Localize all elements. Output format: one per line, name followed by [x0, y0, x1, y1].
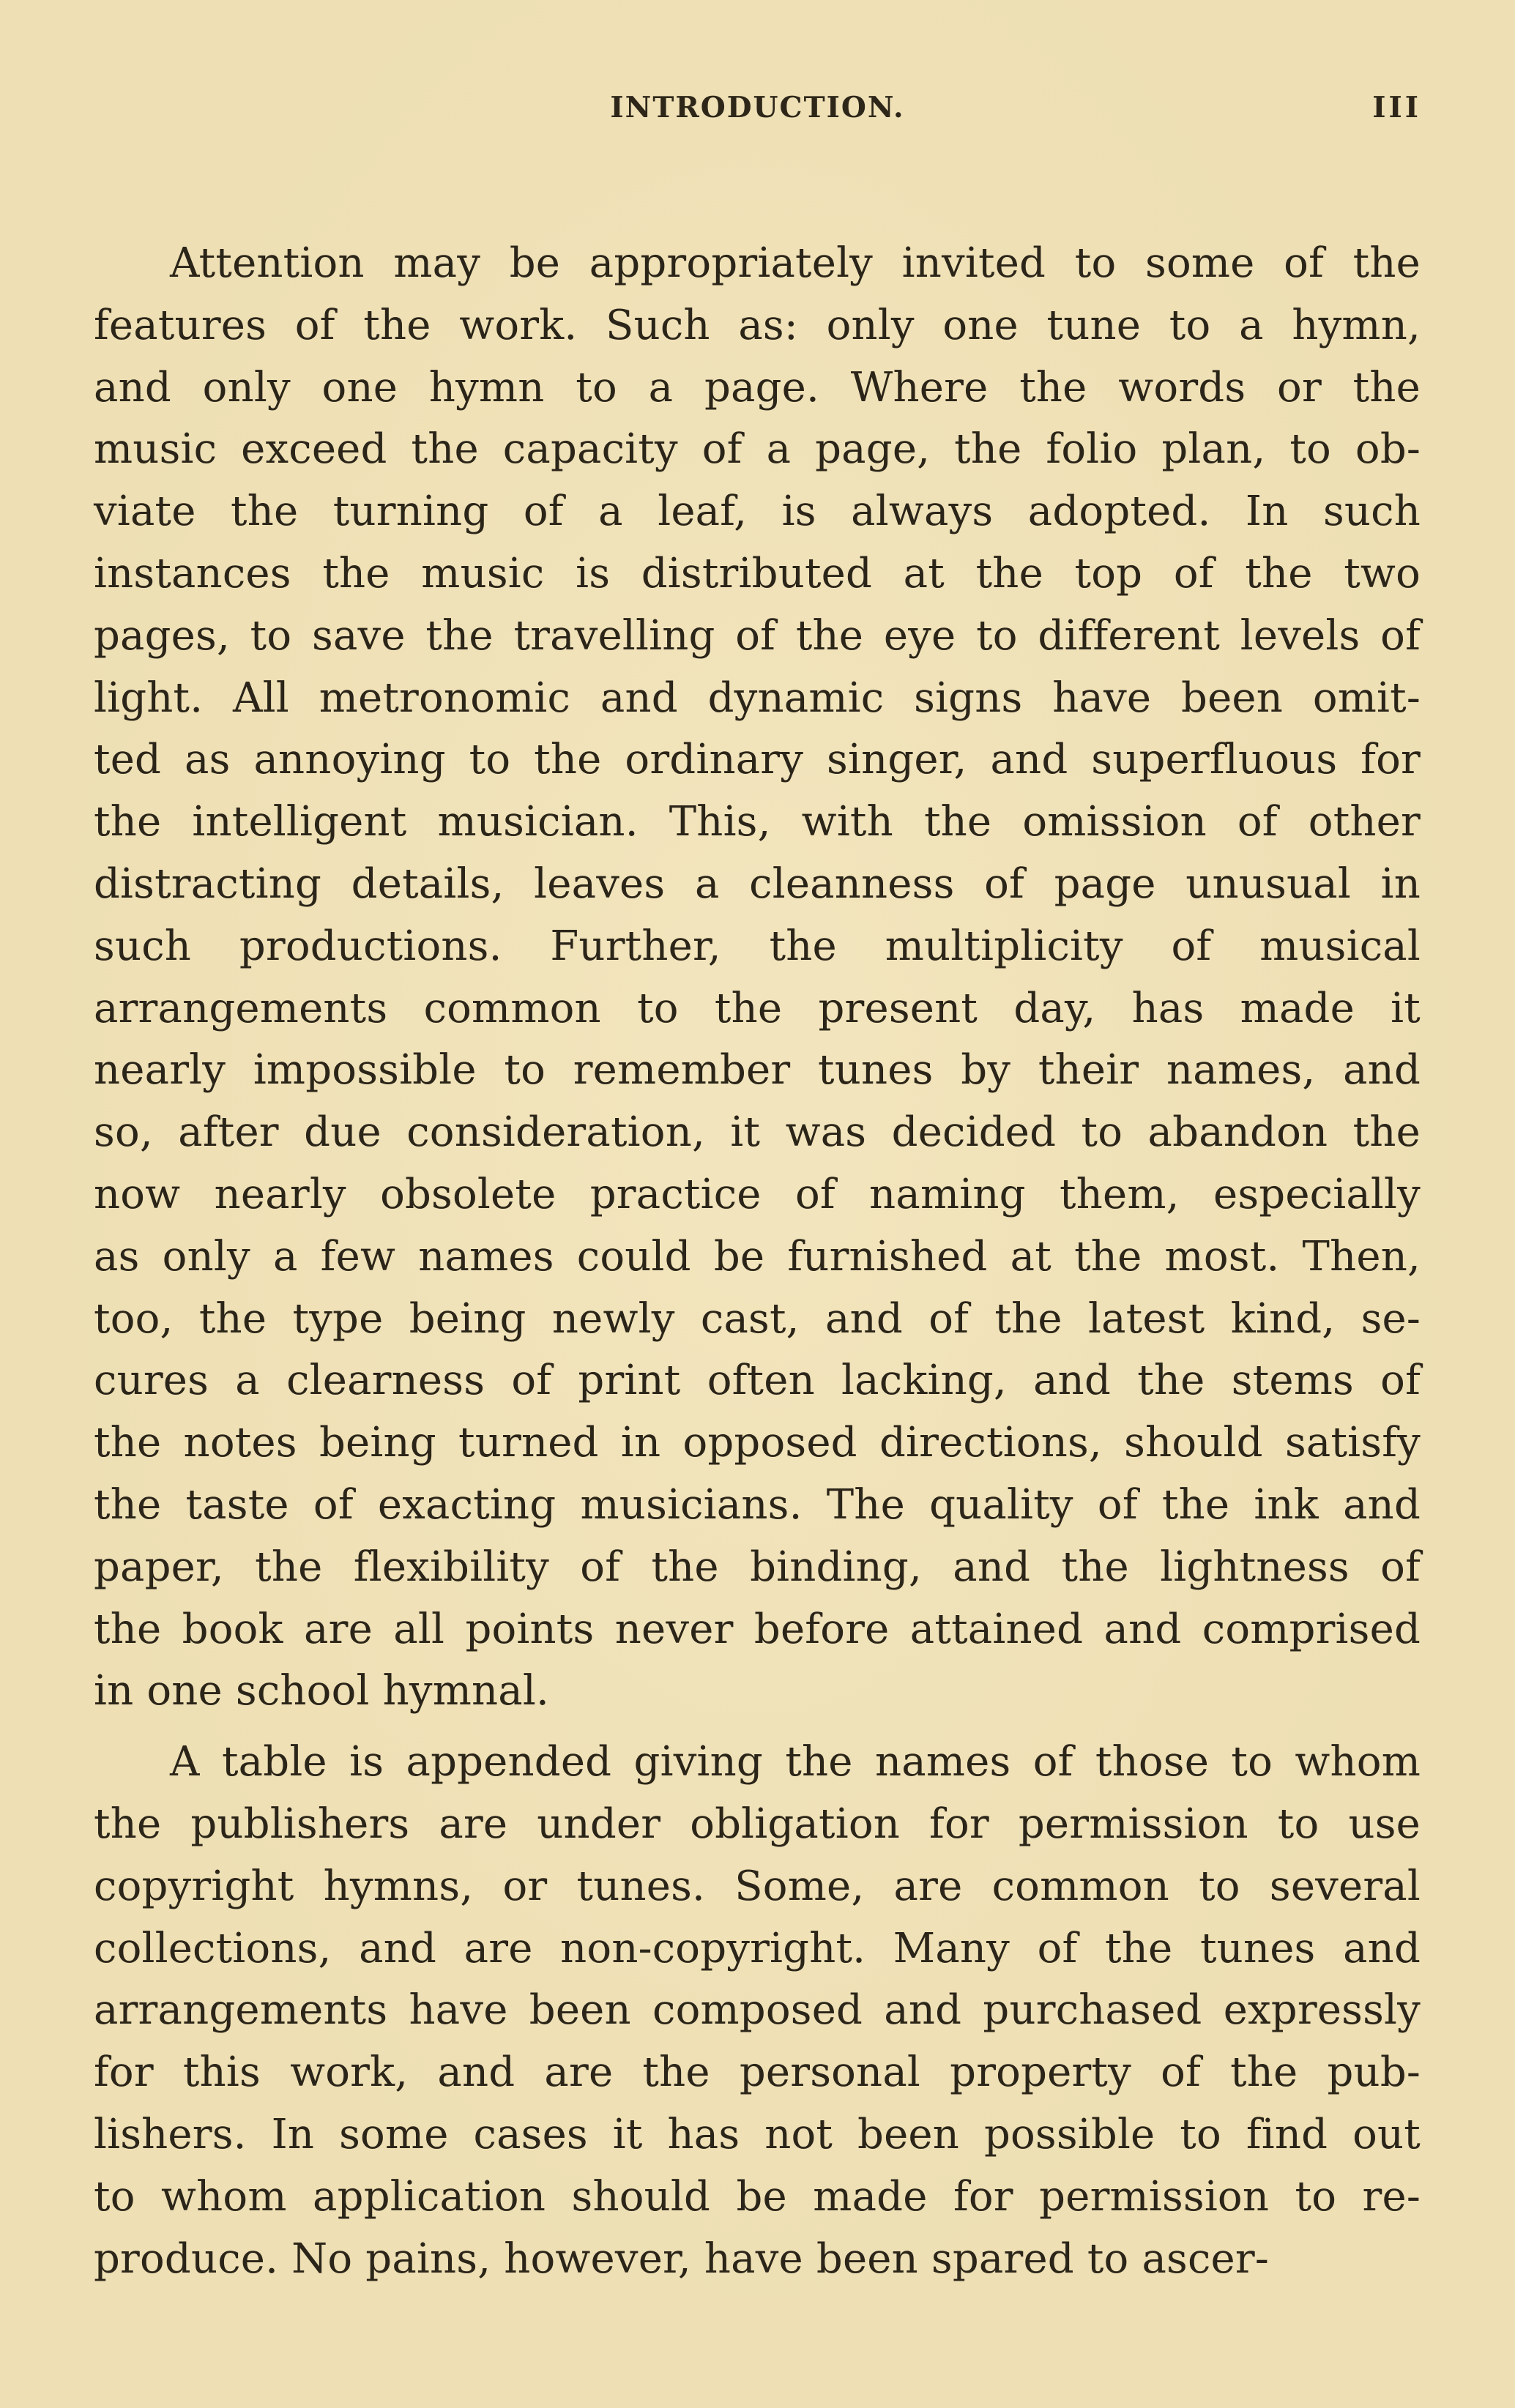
text-line: instances the music is distributed at the top of the two	[94, 549, 1421, 597]
text-line: now nearly obsolete practice of naming them, especially	[94, 1170, 1421, 1218]
text-line: A table is appended giving the names of those to whom	[170, 1738, 1421, 1786]
text-line: the intelligent musician. This, with the omission of other	[94, 798, 1421, 846]
text-line: features of the work. Such as: only one tune to a hymn,	[94, 301, 1421, 349]
text-line: arrangements common to the present day, has made it	[94, 984, 1421, 1032]
paragraph-2	[94, 1732, 1421, 2290]
text-line: music exceed the capacity of a page, the folio plan, to ob-	[94, 425, 1421, 474]
paragraph-1	[94, 233, 1421, 1723]
text-line: nearly impossible to remember tunes by their names, and	[94, 1046, 1421, 1095]
text-line: produce. No pains, however, have been spared to ascer-	[94, 2234, 1269, 2283]
text-line: too, the type being newly cast, and of the latest kind, se-	[94, 1294, 1421, 1343]
text-line: lishers. In some cases it has not been possible to find out	[94, 2110, 1421, 2158]
text-line: and only one hymn to a page. Where the words or the	[94, 363, 1421, 411]
text-line: viate the turning of a leaf, is always adopted. In such	[94, 488, 1421, 536]
running-title: INTRODUCTION.	[610, 91, 905, 124]
text-line: ted as annoying to the ordinary singer, and superfluous for	[94, 736, 1421, 784]
text-line: for this work, and are the personal property of the pub-	[94, 2049, 1421, 2097]
running-head	[94, 91, 1421, 149]
body-text	[94, 233, 1421, 2290]
text-line: collections, and are non-copyright. Many of the tunes and	[94, 1924, 1421, 1972]
text-line: the book are all points never before attained and comprised	[94, 1605, 1421, 1653]
text-line: such productions. Further, the multiplicity of musical	[94, 922, 1421, 970]
text-line: paper, the flexibility of the binding, and the lightness of	[94, 1543, 1421, 1591]
text-line: Attention may be appropriately invited to some of the	[170, 239, 1421, 287]
text-line: copyright hymns, or tunes. Some, are common to several	[94, 1862, 1421, 1910]
text-line: the taste of exacting musicians. The quality of the ink and	[94, 1480, 1421, 1529]
text-line: light. All metronomic and dynamic signs have been omit-	[94, 674, 1421, 722]
text-line: the publishers are under obligation for permission to use	[94, 1800, 1421, 1848]
text-line: distracting details, leaves a cleanness of page unusual in	[94, 860, 1421, 908]
text-line: in one school hymnal.	[94, 1667, 549, 1715]
page-number: III	[1372, 91, 1421, 124]
text-line: as only a few names could be furnished at the most. Then,	[94, 1232, 1421, 1281]
text-line: arrangements have been composed and purchased expressly	[94, 1986, 1421, 2035]
paragraph-spacer	[94, 1723, 1421, 1732]
text-line: cures a clearness of print often lacking, and the stems of	[94, 1357, 1421, 1405]
text-line: to whom application should be made for permission to re-	[94, 2172, 1421, 2221]
text-line: the notes being turned in opposed directions, should satisfy	[94, 1419, 1421, 1467]
text-line: pages, to save the travelling of the eye to different levels of	[94, 611, 1421, 660]
text-line: so, after due consideration, it was decided to abandon the	[94, 1108, 1421, 1157]
